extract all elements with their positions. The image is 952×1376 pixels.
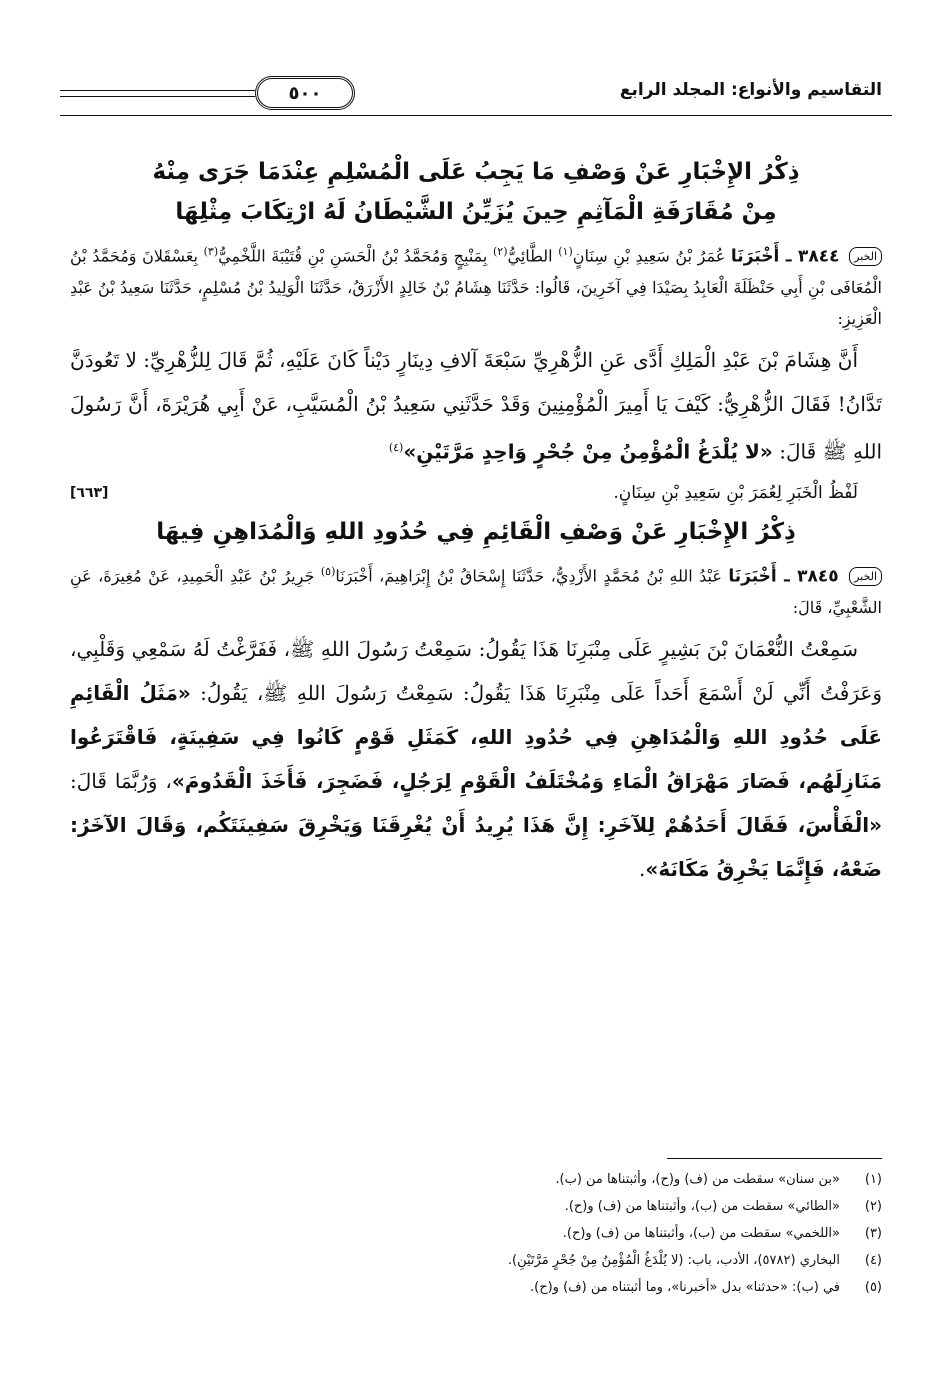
- prophetic-quote: «مَثَلُ الْقَائِمِ عَلَى حُدُودِ اللهِ وَالْمُدَاهِنِ فِي حُدُودِ اللهِ، كَمَثَلِ قَوْمٍ كَانُوا فِي سَفِينَةٍ، فَاقْتَرَعُوا مَنَازِلَهُم، فَصَارَ مَهْرَاقُ الْمَاءِ وَمُخْتَلَفُ الْقَوْمِ لِرَجُلٍ، فَضَجِرَ، فَأَخَذَ الْقَدُومَ»: [70, 681, 882, 794]
- footnote-marker: (٣): [203, 245, 219, 258]
- hadith-reference: [٦٦٣]: [70, 484, 109, 501]
- lafz-note: لَفْظُ الْخَبَرِ لِعُمَرَ بْنِ سَعِيدِ بْنِ سِنَانٍ.: [613, 482, 858, 503]
- prophetic-quote: «الْفَأْسَ، فَقَالَ أَحَدُهُمْ لِلآخَرِ: إِنَّ هَذَا يُرِيدُ أَنْ يُغْرِقَنَا وَيَخْرِقَ سَفِينَتَكُم، وَقَالَ الآخَرُ: ضَعْهُ، فَإِنَّمَا يَخْرِقُ مَكَانَهُ»: [70, 813, 882, 882]
- section-title-line-2: مِنْ مُقَارَفَةِ الْمَآثِمِ حِينَ يُزَيِّنُ الشَّيْطَانُ لَهُ ارْتِكَابَ مِثْلِهَا: [175, 199, 777, 225]
- footnote: [70, 1166, 882, 1193]
- header-ornament-line: [60, 90, 255, 91]
- footnote-text: «الطائي» سقطت من (ب)، وأثبتناها من (ف) و(ح).: [564, 1199, 840, 1214]
- footnote-marker: (٥): [320, 564, 336, 578]
- section-title: ذِكْرُ الإِخْبَارِ عَنْ وَصْفِ الْقَائِمِ فِي حُدُودِ اللهِ وَالْمُدَاهِنِ فِيهَا: [156, 518, 796, 545]
- prophetic-quote: «لا يُلْدَغُ الْمُؤْمِنُ مِنْ جُحْرٍ وَاحِدٍ مَرَّتَيْنِ»: [403, 439, 773, 464]
- section-2: [70, 512, 882, 891]
- footnotes: [70, 1166, 882, 1301]
- footnote: [70, 1274, 882, 1301]
- hadith-number: ٣٨٤٤ ـ أَخْبَرَنَا: [730, 246, 840, 267]
- footnote-number: (٤): [864, 1253, 882, 1268]
- running-title: التقاسيم والأنواع: المجلد الرابع: [619, 80, 882, 100]
- hadith-number: ٣٨٤٥ ـ أَخْبَرَنَا: [728, 566, 839, 587]
- header-divider: [60, 115, 892, 116]
- matn-text: سَمِعْتُ النُّعْمَانَ بْنَ بَشِيرٍ عَلَى مِنْبَرِنَا هَذَا يَقُولُ: سَمِعْتُ رَسُولَ اللهِ ﷺ، فَفَرَّغْتُ لَهُ سَمْعِي وَقَلْبِي، وَعَرَفْتُ أَنِّي لَنْ أَسْمَعَ أَحَداً عَلَى مِنْبَرِنَا هَذَا يَقُولُ: سَمِعْتُ رَسُولَ اللهِ ﷺ، يَقُولُ:: [70, 637, 882, 706]
- isnad-text: جَرِيرُ بْنُ عَبْدِ الْحَمِيدِ، عَنْ مُغِيرَةَ، عَنِ الشَّعْبِيِّ، قَالَ:: [70, 566, 882, 618]
- khabar-ornament-icon: الخبر: [849, 247, 882, 266]
- matn-text: .: [639, 857, 646, 882]
- running-header: [60, 70, 892, 130]
- footnote: [70, 1247, 882, 1274]
- footnote-number: (٢): [864, 1199, 882, 1214]
- header-ornament-line: [60, 96, 255, 97]
- isnad-paragraph: [70, 236, 882, 334]
- footnote-text: «اللخمي» سقطت من (ب)، وأثبتناها من (ف) و(ح).: [562, 1226, 840, 1241]
- footnote-marker: (٢): [492, 245, 508, 258]
- isnad-text: الطَّائِيُّ: [507, 246, 559, 266]
- footnote: [70, 1193, 882, 1220]
- footnote-text: البخاري (٥٧٨٢)، الأدب، باب: (لا يُلْدَغُ الْمُؤْمِنُ مِنْ جُحْرٍ مَرَّتَيْنِ).: [507, 1253, 840, 1268]
- matn-text: أَنَّ هِشَامَ بْنَ عَبْدِ الْمَلِكِ أَدَّى عَنِ الزُّهْرِيِّ سَبْعَةَ آلافِ دِينَارٍ دَيْناً كَانَ عَلَيْهِ، ثُمَّ قَالَ لِلزُّهْرِيِّ: لا تَعُودَنَّ تَدَّانُ! فَقَالَ الزُّهْرِيُّ: كَيْفَ يَا أَمِيرَ الْمُؤْمِنِينَ وَقَدْ حَدَّثَنِي سَعِيدُ بْنُ الْمُسَيَّبِ، عَنْ أَبِي هُرَيْرَةَ، أَنَّ رَسُولَ اللهِ ﷺ قَالَ:: [70, 348, 882, 464]
- footnote: [70, 1220, 882, 1247]
- page-number: ٥٠٠: [255, 76, 355, 110]
- khabar-ornament-icon: الخبر: [849, 567, 882, 586]
- matn-paragraph: [70, 627, 882, 891]
- section-title-line-1: ذِكْرُ الإِخْبَارِ عَنْ وَصْفِ مَا يَجِبُ عَلَى الْمُسْلِمِ عِنْدَمَا جَرَى مِنْهُ: [152, 159, 800, 185]
- isnad-text: عَبْدُ اللهِ بْنُ مُحَمَّدٍ الأَزْدِيُّ، حَدَّثَنَا إِسْحَاقُ بْنُ إِبْرَاهِيمَ، أَخْبَرَنَا: [335, 566, 722, 586]
- footnote-number: (١): [864, 1172, 882, 1187]
- footnote-number: (٣): [864, 1226, 882, 1241]
- section-title: [70, 152, 882, 232]
- isnad-paragraph: [70, 556, 882, 623]
- lafz-row: [70, 476, 882, 512]
- footnote-number: (٥): [864, 1280, 882, 1295]
- footnote-marker: (٤): [388, 441, 404, 455]
- footnote-divider: [667, 1158, 882, 1159]
- footnote-text: «بن سنان» سقطت من (ف) و(ح)، وأثبتناها من (ب).: [555, 1172, 840, 1187]
- matn-paragraph: [70, 338, 882, 474]
- isnad-text: بِمَنْبِجٍ وَمُحَمَّدُ بْنُ الْحَسَنِ بْنِ قُتَيْبَةَ اللَّخْمِيُّ: [218, 246, 493, 266]
- footnote-marker: (١): [558, 245, 573, 258]
- matn-text: ، وَرُبَّمَا قَالَ:: [70, 769, 172, 794]
- main-text: [70, 152, 882, 891]
- section-1: [70, 152, 882, 512]
- isnad-text: عُمَرُ بْنُ سَعِيدِ بْنِ سِنَانٍ: [572, 246, 726, 266]
- footnote-text: في (ب): «حدثنا» بدل «أخبرنا»، وما أثبتناه من (ف) و(ح).: [530, 1280, 840, 1295]
- isnad-text: بِعَسْقَلانَ وَمُحَمَّدُ بْنُ الْمُعَافَى بْنِ أَبِي حَنْظَلَةَ الْعَابِدُ بِصَيْدَا فِي آخَرِينَ، قَالُوا: حَدَّثَنَا هِشَامُ بْنُ خَالِدٍ الأَزْرَقُ، حَدَّثَنَا الْوَلِيدُ بْنُ مُسْلِمٍ، حَدَّثَنَا سَعِيدُ بْنُ عَبْدِ الْعَزِيزِ:: [70, 246, 882, 329]
